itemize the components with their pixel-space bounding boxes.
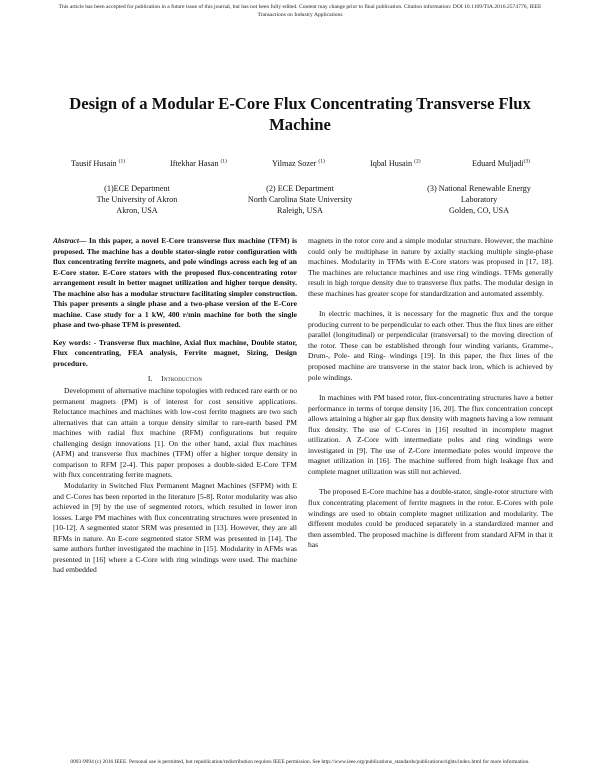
author-affil-mark: (2) (414, 158, 421, 165)
affiliation-line: North Carolina State University (247, 195, 353, 204)
abstract-label: Abstract (53, 236, 79, 245)
abstract (53, 236, 297, 331)
section-title: Introduction (161, 373, 203, 383)
affiliation-2 (220, 183, 380, 216)
author-affil-mark: (3) (523, 158, 531, 165)
affiliation-3 (399, 183, 559, 216)
publication-notice-line1: This article has been accepted for publication in a future issue of this journal, but has not been fully edited. Content may change prior to final publication. Citation information: DOI 10.1109/TIA.2016.2574776, IEEE (58, 4, 542, 10)
author-5 (472, 159, 530, 168)
author-affil-mark: (1) (118, 158, 126, 165)
author-name: Yilmaz Sozer (272, 159, 317, 168)
author-affil-mark: (1) (318, 158, 325, 165)
paper-title: Design of a Modular E-Core Flux Concentrating Transverse Flux Machine (69, 94, 531, 134)
affiliation-1 (57, 183, 217, 216)
affiliation-line: Raleigh, USA (277, 206, 323, 215)
affiliation-line: Golden, CO, USA (448, 206, 510, 215)
publication-notice (8, 3, 592, 19)
affiliation-line: Laboratory (460, 195, 498, 204)
body-paragraph: Development of alternative machine topologies with reduced rare earth or no permanent magnets (PM) is of interest for cost sensitive applications. Reluctance machines and machines with low-cost ferrite magnets are two such alternatives that can attain a torque density similar to rare-earth based PM machines with radial flux machine (RFM) configurations but require challenging design innovations [1]. On the other hand, axial flux machines (AFM) and transverse flux machines (TFM) offer a higher torque density in comparison to RFM [2-4]. This paper proposes a double-sided E-Core TFM with flux concentrating ferrite magnets. (53, 386, 297, 480)
keywords: Key words: - Transverse flux machine, Axial flux machine, Double stator, Flux concentrating, FEA analysis, Ferrite magnet, Sizing, Design procedure. (53, 337, 297, 369)
body-paragraph: In machines with PM based rotor, flux-concentrating structures have a better performance in terms of torque density [16, 20]. The flux concentration concept allows attaining a higher air gap flux density with magnets having a low remnant flux density. The use of C-Cores in [16] resulted in incomplete magnet utilization. A Z-Core with intermediate poles and ring windings were investigated in [9]. The use of Z-Core intermediate poles would improve the magnet utilization in [16]. The machine suffered from high leakage flux and complete magnet utilization was still not achieved. (308, 393, 553, 476)
body-paragraph: The proposed E-Core machine has a double-stator, single-rotor structure with flux concentrating placement of ferrite magnets in the rotor. E-Cores with pole windings are used to obtain complete magnet utilization and modularity. The different modules could be produced separately in a standardized manner and then assembled. The proposed machine is different from standard AFM in that it has (308, 487, 553, 550)
author-3 (272, 159, 325, 168)
right-column (308, 236, 553, 551)
affiliation-line: The University of Akron (96, 195, 178, 204)
author-affil-mark: (1) (220, 158, 227, 165)
author-2 (170, 159, 227, 168)
author-4 (370, 159, 421, 168)
body-paragraph: Modularity in Switched Flux Permanent Magnet Machines (SFPM) with E and C-Cores has been reported in the literature [5-8]. Rotor modularity was also achieved in [9] by the use of segmented rotors, which resulted in lower iron losses. Large PM machines with flux concentrating structures were presented in [10-12]. A segmented stator SRM was presented in [13]. However, they are all RFMs in nature. An E-core segmented stator SRM was presented in [14]. The same authors further investigated the machine in [15]. Modularity in AFMs was presented in [16] where a C-Core with ring windings were used. The machine had embedded (53, 481, 297, 575)
publication-notice-line2: Transactions on Industry Applications (257, 12, 343, 18)
copyright-footer: 0093-9994 (c) 2016 IEEE. Personal use is permitted, but republication/redistribution requires IEEE permission. See http://www.ieee.org/publications_standards/publications/rights/index.html for more information. (70, 759, 530, 765)
author-name: Iqbal Husain (370, 159, 413, 168)
author-1 (71, 159, 125, 168)
author-list (0, 159, 600, 173)
body-paragraph: magnets in the rotor core and a simple modular structure. However, the machine could only be multiphase in nature by axially stacking multiple single-phase machines. Modularity in TFMs with E-Core stators was proposed in [17, 18]. The machines are reluctance machines and use ring windings. TFMs generally result in high torque density due to transverse flux paths. The modular design in these machines has greater scope for standardization and automated assembly. (308, 236, 553, 298)
author-name: Iftekhar Hasan (170, 159, 219, 168)
author-name: Tausif Husain (71, 159, 117, 168)
abstract-dash: — (79, 236, 90, 245)
author-name: Eduard Muljadi (472, 159, 524, 168)
affiliation-line: (1)ECE Department (104, 184, 170, 193)
left-column (53, 236, 297, 576)
body-paragraph: In electric machines, it is necessary for the magnetic flux and the torque producing current to be perpendicular to each other. Thus the flux lines are either parallel (longitudinal) or perpendicular (transversal) to the moving direction of the rotor. These can be established through four winding variants, Gramme-, Drum-, Pole- and Ring- windings [19]. In this paper, the flux lines of the proposed machine are transverse in the stator back iron, which is achieved by pole windings. (308, 309, 553, 382)
affiliation-line: (2) ECE Department (266, 184, 334, 193)
section-heading (53, 374, 297, 385)
affiliation-line: (3) National Renewable Energy (427, 184, 531, 193)
affiliation-line: Akron, USA (116, 206, 158, 215)
abstract-text: In this paper, a novel E-Core transverse flux machine (TFM) is proposed. The machine has a double stator-single rotor configuration with flux concentrating ferrite magnets, and pole windings across each leg of an E-Core stator. E-Core stators with the proposed flux-concentrating rotor arrangement result in better magnet utilization and higher torque density. The machine also has a modular structure facilitating simpler construction. This paper presents a single phase and a two-phase version of the E-Core machine. Case study for a 1 kW, 400 r/min machine for both the single phase and two-phase TFM is presented. (53, 236, 298, 330)
section-number: I. (147, 373, 153, 383)
